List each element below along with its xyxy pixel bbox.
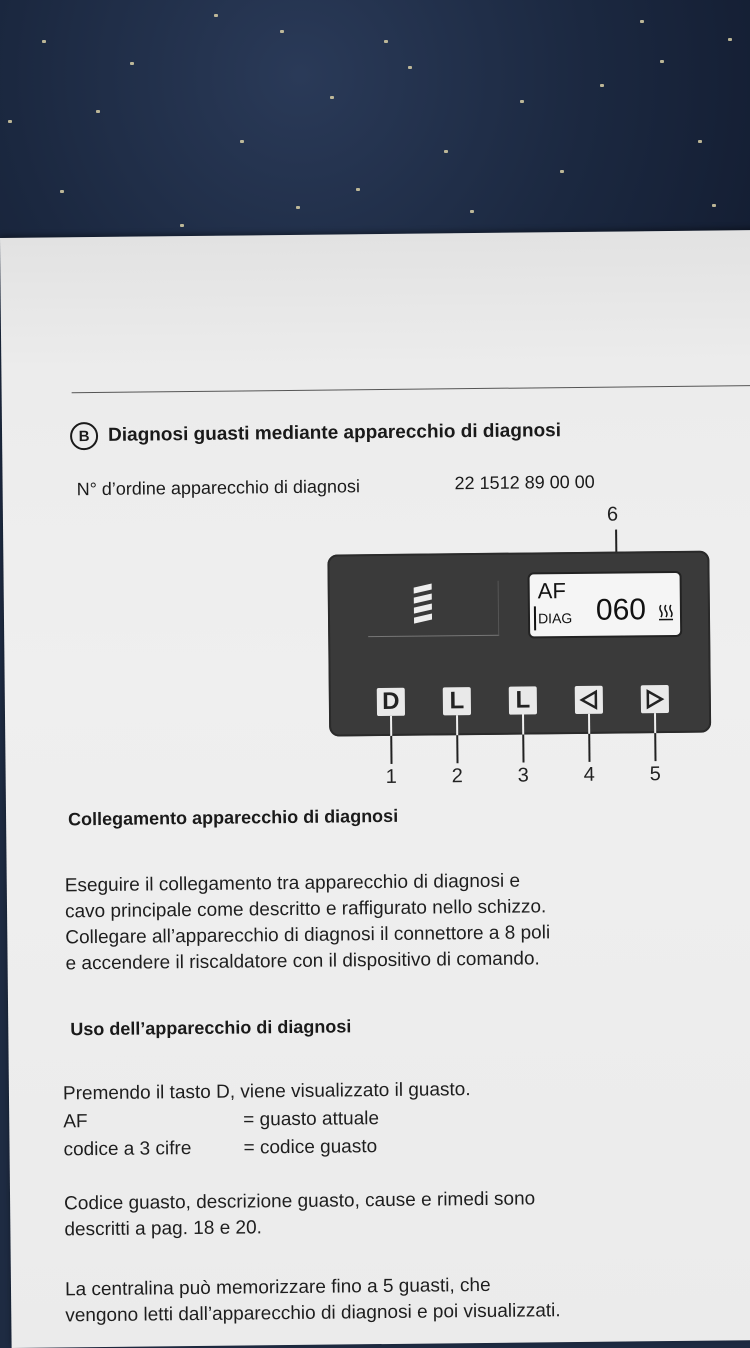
diagnostic-device-drawing — [327, 551, 711, 737]
callout-number-6: 6 — [607, 504, 618, 527]
display-code: 060 — [596, 593, 646, 628]
callout-number-3: 3 — [518, 764, 529, 787]
definition-row: AF = guasto attuale — [63, 1111, 88, 1133]
leader-5 — [654, 733, 656, 761]
section-marker: B — [70, 422, 98, 450]
order-label: N° d’ordine apparecchio di diagnosi — [77, 476, 361, 500]
eberspaecher-logo-icon — [410, 581, 438, 627]
callout-number-5: 5 — [650, 763, 661, 786]
connection-paragraph: Eseguire il collegamento tra apparecchio di diagnosi e cavo principale come descritto e raffigurato nello schizzo. Collegare all’apparecchio di diagnosi il connettore a 8 poli e accendere il riscaldatore con il dispositivo di comando. — [65, 867, 666, 977]
heading-text: Diagnosi guasti mediante apparecchio di diagnosi — [108, 420, 561, 447]
key-l-2: L — [509, 686, 537, 714]
leader-2 — [456, 735, 458, 763]
heater-icon — [658, 603, 674, 621]
section-title-connection: Collegamento apparecchio di diagnosi — [68, 806, 398, 830]
left-arrow-icon — [578, 689, 600, 711]
document-page — [0, 230, 750, 1348]
dark-background — [0, 0, 750, 250]
key-left-arrow — [575, 686, 603, 714]
leader-4 — [588, 734, 590, 762]
leader-1 — [390, 736, 392, 764]
right-arrow-icon — [644, 688, 666, 710]
fault-code-paragraph: Codice guasto, descrizione guasto, cause e rimedi sono descritti a pag. 18 e 20. — [64, 1185, 671, 1243]
definition-row: codice a 3 cifre = codice guasto — [63, 1138, 191, 1161]
callout-number-4: 4 — [584, 764, 595, 787]
key-l-1: L — [443, 687, 471, 715]
key-d: D — [377, 688, 405, 716]
usage-intro: Premendo il tasto D, viene visualizzato il guasto. — [63, 1079, 471, 1105]
callout-number-1: 1 — [386, 766, 397, 789]
key-right-arrow — [641, 685, 669, 713]
lcd-display — [528, 571, 683, 639]
leader-3 — [522, 735, 524, 763]
leader-inner-2 — [456, 715, 458, 735]
divider-line — [72, 385, 750, 393]
memory-paragraph: La centralina può memorizzare fino a 5 guasti, che vengono letti dall’apparecchio di diagnosi e poi visualizzati. — [65, 1271, 674, 1329]
display-af-text: AF — [538, 578, 566, 604]
display-diag-text: DIAG — [538, 610, 572, 626]
leader-inner-1 — [390, 716, 392, 736]
section-heading — [70, 417, 561, 450]
leader-inner-3 — [522, 715, 524, 735]
callout-number-2: 2 — [452, 765, 463, 788]
leader-inner-5 — [654, 713, 656, 733]
order-number: 22 1512 89 00 00 — [454, 472, 594, 494]
leader-inner-4 — [588, 714, 590, 734]
display-separator — [534, 606, 536, 630]
section-title-usage: Uso dell’apparecchio di diagnosi — [70, 1016, 351, 1040]
